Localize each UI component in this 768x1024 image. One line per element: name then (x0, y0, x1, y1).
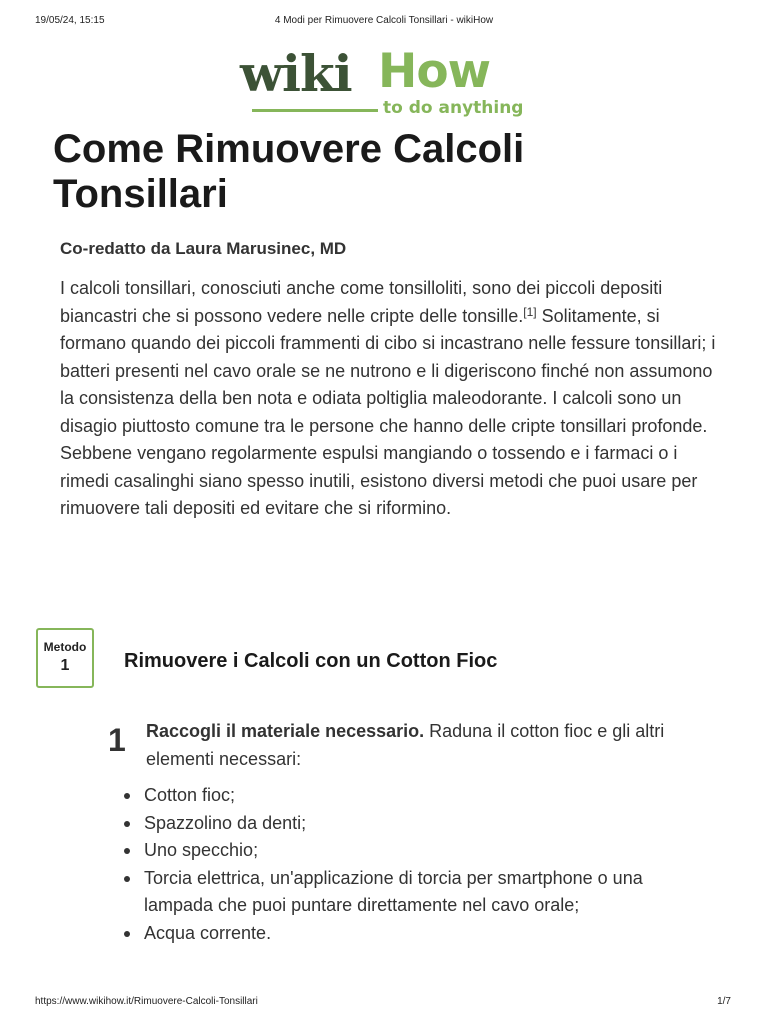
step-body-text: Raduna il cotton fioc e gli altri elementi necessari: (146, 721, 665, 769)
intro-text-part1: I calcoli tonsillari, conosciuti anche come tonsilloliti, sono dei piccoli depositi biancastri che si possono vedere nelle cripte delle tonsille. (60, 278, 663, 326)
bullet-icon (124, 876, 130, 882)
step-text (146, 717, 691, 773)
step-number: 1 (108, 722, 126, 758)
print-page-number: 1/7 (717, 996, 731, 1007)
print-footer (35, 996, 733, 1010)
logo-tagline: to do anything (383, 98, 524, 118)
list-item (122, 810, 702, 838)
list-item (122, 782, 702, 810)
bullet-icon (124, 821, 130, 827)
print-header (35, 15, 733, 29)
logo-wiki-text: wiki (240, 44, 352, 103)
print-page-title: 4 Modi per Rimuovere Calcoli Tonsillari - wikiHow (274, 15, 494, 26)
list-item-text: Spazzolino da denti; (144, 812, 307, 833)
print-datetime: 19/05/24, 15:15 (35, 15, 105, 26)
logo-underline (252, 109, 378, 112)
materials-list (122, 782, 702, 947)
article-intro (60, 275, 720, 523)
print-url[interactable]: https://www.wikihow.it/Rimuovere-Calcoli-Tonsillari (35, 996, 258, 1007)
method-title: Rimuovere i Calcoli con un Cotton Fioc (124, 650, 498, 672)
logo-how-text: How (378, 44, 491, 99)
list-item-text: Uno specchio; (144, 840, 259, 860)
reference-link[interactable]: [1] (523, 304, 537, 319)
bullet-icon (124, 931, 130, 937)
wikihow-logo[interactable] (240, 44, 540, 122)
article-byline: Co-redatto da Laura Marusinec, MD (60, 239, 347, 258)
article-title: Come Rimuovere Calcoli Tonsillari (53, 127, 525, 216)
method-label: Metodo (43, 640, 87, 654)
list-item-text: Acqua corrente. (144, 922, 272, 943)
intro-text-part2: Solitamente, si formano quando dei piccoli frammenti di cibo si incastrano nelle fessure tonsillari; i batteri presenti nel cavo orale se ne nutrono e li digeriscono finché non assumono la consistenza della ben nota e odiata poltiglia maleodorante. I calcoli sono un disagio piuttosto comune tra le persone che hanno delle cripte tonsillari profonde. Sebbene vengano regolarmente espulsi mangiando o tossendo e i farmaci o i rimedi casalinghi siano spesso inutili, esistono diversi metodi che puoi usare per rimuovere tali depositi ed evitare che si riformino. (60, 305, 716, 518)
list-item (122, 865, 702, 920)
bullet-icon (124, 793, 130, 799)
bullet-icon (124, 848, 130, 854)
list-item-text: Torcia elettrica, un'applicazione di torcia per smartphone o una lampada che puoi puntare direttamente nel cavo orale; (144, 867, 643, 915)
method-number: 1 (60, 657, 70, 674)
list-item (122, 920, 702, 948)
list-item (122, 837, 702, 865)
method-badge (36, 628, 94, 688)
list-item-text: Cotton fioc; (144, 785, 236, 805)
step-bold-text: Raccogli il materiale necessario. (146, 721, 425, 741)
